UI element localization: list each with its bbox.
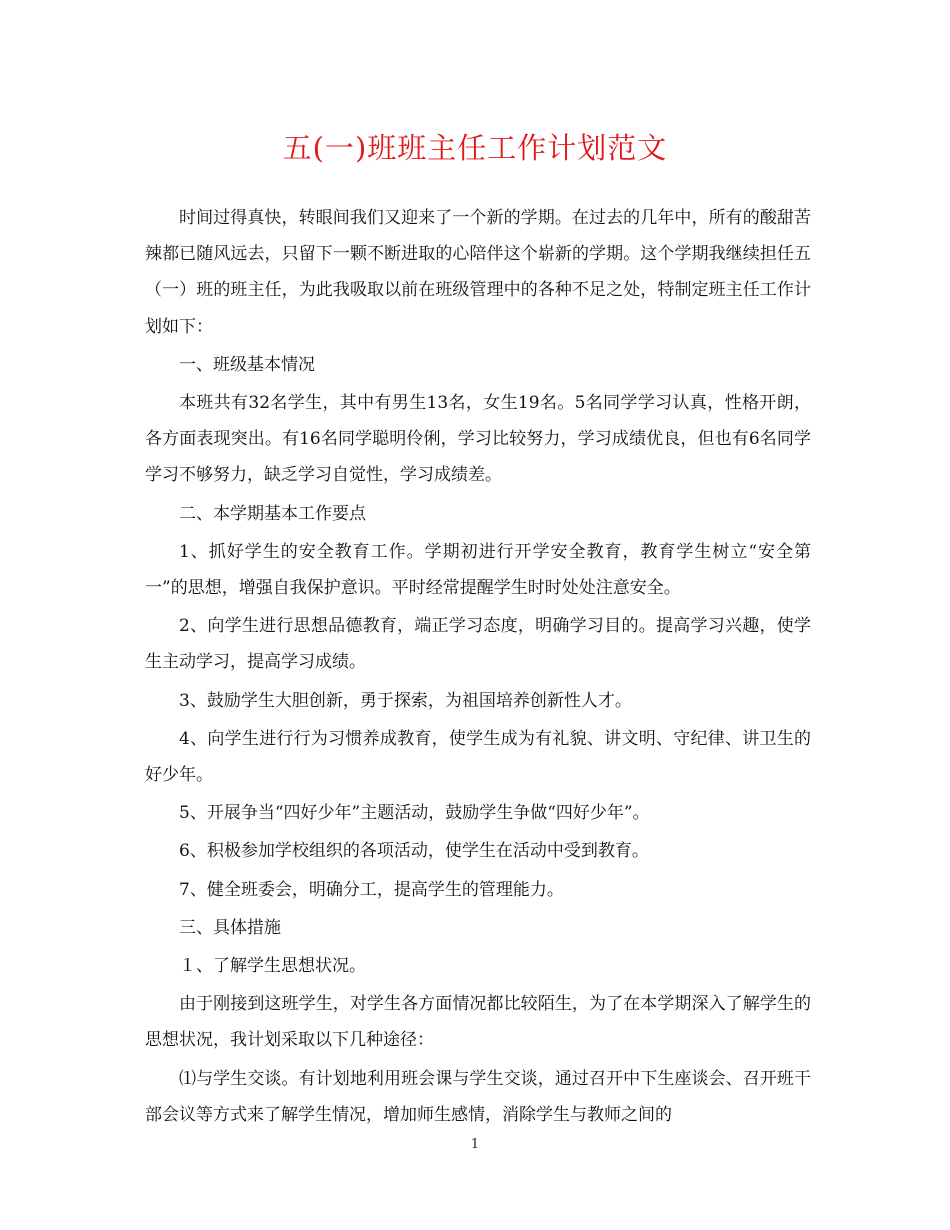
section-heading-work-points: 二、本学期基本工作要点 xyxy=(179,503,366,524)
class-info-paragraph: 本班共有32名学生，其中有男生13名，女生19名。5名同学学习认真，性格开朗，各方面表现突出。有16名同学聪明伶俐，学习比较努力，学习成绩优良，但也有6名同学学习不够努力，缺乏学习自觉性，学习成绩差。 xyxy=(145,393,811,486)
section-heading-measures: 三、具体措施 xyxy=(179,917,281,938)
document-title: 五(一)班班主任工作计划范文 xyxy=(282,131,668,165)
intro-paragraph: 时间过得真快，转眼间我们又迎来了一个新的学期。在过去的几年中，所有的酸甜苦辣都已随风远去，只留下一颗不断进取的心陪伴这个崭新的学期。这个学期我继续担任五（一）班的班主任，为此我吸取以前在班级管理中的各种不足之处，特制定班主任工作计划如下： xyxy=(145,208,811,337)
page-number: 1 xyxy=(470,1137,480,1152)
measure-1-heading: １、了解学生思想状况。 xyxy=(179,956,366,977)
work-point-7: 7、健全班委会，明确分工，提高学生的管理能力。 xyxy=(179,879,564,900)
work-point-3: 3、鼓励学生大胆创新，勇于探索，为祖国培养创新性人才。 xyxy=(179,690,632,711)
work-point-5: 5、开展争当“四好少年”主题活动，鼓励学生争做“四好少年”。 xyxy=(179,803,650,824)
document-body xyxy=(145,200,811,1135)
work-point-6: 6、积极参加学校组织的各项活动，使学生在活动中受到教育。 xyxy=(179,841,649,862)
section-heading-class-info: 一、班级基本情况 xyxy=(179,354,315,375)
work-point-4: 4、向学生进行行为习惯养成教育，使学生成为有礼貌、讲文明、守纪律、讲卫生的好少年。 xyxy=(145,728,811,786)
work-point-1: 1、抓好学生的安全教育工作。学期初进行开学安全教育，教育学生树立“安全第一”的思想，增强自我保护意识。平时经常提醒学生时时处处注意安全。 xyxy=(145,541,811,599)
work-point-2: 2、向学生进行思想品德教育，端正学习态度，明确学习目的。提高学习兴趣，使学生主动学习，提高学习成绩。 xyxy=(145,616,811,673)
measure-1-paragraph: 由于刚接到这班学生，对学生各方面情况都比较陌生，为了在本学期深入了解学生的思想状况，我计划采取以下几种途径： xyxy=(145,994,811,1051)
measure-1-item-1: ⑴与学生交谈。有计划地利用班会课与学生交谈，通过召开中下生座谈会、召开班干部会议等方式来了解学生情况，增加师生感情，消除学生与教师之间的 xyxy=(145,1068,811,1125)
